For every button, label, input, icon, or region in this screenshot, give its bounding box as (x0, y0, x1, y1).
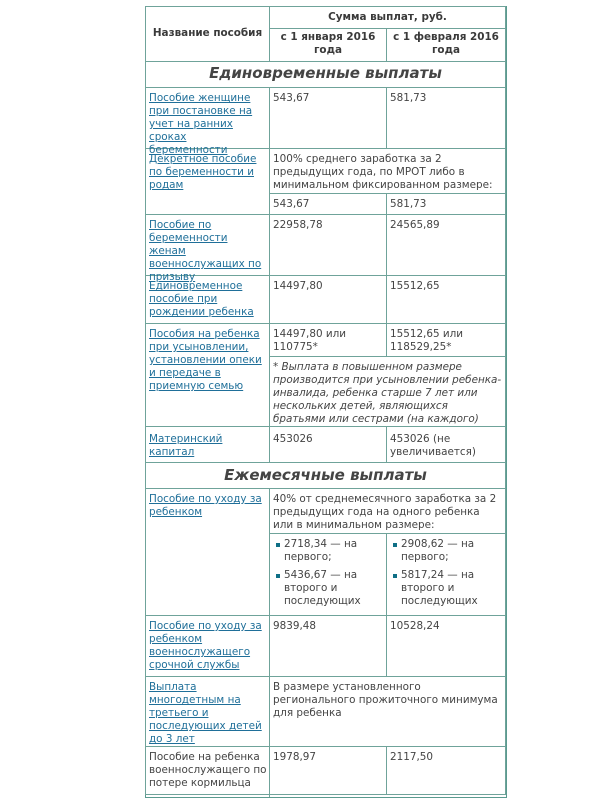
row-breadwinner-name: Пособие на ребенка военнослужащего по потере кормильца (149, 751, 267, 789)
row-military-child-name[interactable]: Пособие по уходу за ребенком военнослужащего срочной службы (149, 620, 262, 671)
row-early-feb: 581,73 (390, 92, 427, 104)
bullet-icon (393, 543, 397, 547)
row-birth-jan: 14497,80 (273, 280, 323, 292)
row-childcare-jan2: 5436,67 — на второго и последующих (284, 569, 361, 607)
bullet-icon (276, 574, 280, 578)
row-capital-name[interactable]: Материнский капитал (149, 433, 223, 458)
row-adoption-jan: 14497,80 или 110775* (273, 328, 347, 353)
row-childcare-name[interactable]: Пособие по уходу за ребенком (149, 493, 262, 518)
row-childcare-note: 40% от среднемесячного заработка за 2 предыдущих года на одного ребенка или в минимальном размере: (273, 493, 497, 531)
header-jan: с 1 января 2016 года (280, 31, 376, 56)
row-military-preg-jan: 22958,78 (273, 219, 323, 231)
row-birth-name[interactable]: Единовременное пособие при рождении ребенка (149, 280, 254, 318)
header-sum: Сумма выплат, руб. (328, 11, 447, 23)
row-childcare-jan1: 2718,34 — на первого; (284, 538, 358, 563)
row-adoption-note: * Выплата в повышенном размере производится при усыновлении ребенка-инвалида, ребенка старше 7 лет или нескольких детей, являющихся братьями или сестрами (на каждого) (273, 361, 502, 425)
bullet-icon (393, 574, 397, 578)
row-childcare-feb2: 5817,24 — на второго и последующих (401, 569, 478, 607)
row-capital-jan: 453026 (273, 433, 313, 445)
row-childcare-feb1: 2908,62 — на первого; (401, 538, 475, 563)
row-adoption-name[interactable]: Пособия на ребенка при усыновлении, установлении опеки и передаче в приемную семью (149, 328, 262, 392)
header-name: Название пособия (152, 27, 263, 39)
row-large-family-note: В размере установленного регионального прожиточного минимума для ребенка (273, 681, 498, 719)
header-feb: с 1 февраля 2016 года (393, 31, 499, 56)
section-one-time: Единовременные выплаты (209, 64, 442, 82)
section-monthly: Ежемесячные выплаты (224, 466, 427, 484)
row-early-jan: 543,67 (273, 92, 310, 104)
row-military-child-feb: 10528,24 (390, 620, 440, 632)
row-adoption-feb: 15512,65 или 118529,25* (390, 328, 464, 353)
row-breadwinner-feb: 2117,50 (390, 751, 433, 763)
row-military-preg-name[interactable]: Пособие по беременности женам военнослужащих по призыву (149, 219, 262, 283)
row-breadwinner-jan: 1978,97 (273, 751, 316, 763)
row-maternity-feb: 581,73 (390, 198, 427, 210)
row-military-preg-feb: 24565,89 (390, 219, 440, 231)
row-maternity-name[interactable]: Декретное пособие по беременности и родам (149, 153, 257, 191)
row-military-child-jan: 9839,48 (273, 620, 316, 632)
row-maternity-note: 100% среднего заработка за 2 предыдущих года, по МРОТ либо в минимальном фиксированном размере: (273, 153, 493, 191)
row-capital-feb: 453026 (не увеличивается) (390, 433, 476, 458)
row-birth-feb: 15512,65 (390, 280, 440, 292)
row-early-name[interactable]: Пособие женщине при постановке на учет на ранних сроках беременности (149, 92, 253, 156)
row-large-family-name[interactable]: Выплата многодетным на третьего и последующих детей до 3 лет (149, 681, 262, 745)
row-maternity-jan: 543,67 (273, 198, 310, 210)
bullet-icon (276, 543, 280, 547)
